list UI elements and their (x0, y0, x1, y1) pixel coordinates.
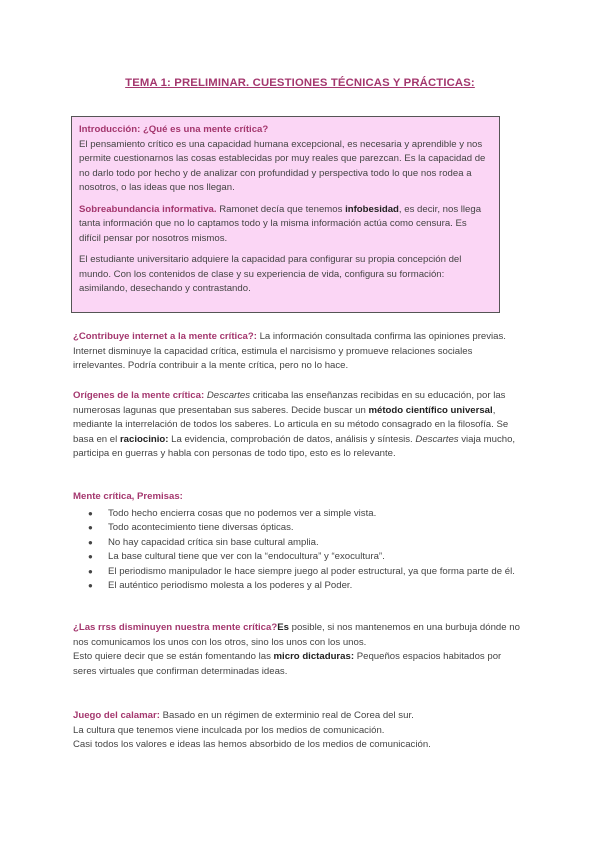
micro-dictaduras-term: micro dictaduras: (273, 651, 355, 662)
descartes-name: Descartes (206, 390, 251, 401)
rrss-section (73, 621, 523, 679)
list-item: ● El periodismo manipulador le hace siempre juego al poder estructural, ya que forma parte de él. (73, 565, 523, 580)
origenes-heading: Orígenes de la mente crítica: (73, 390, 205, 401)
internet-text: La información consultada confirma las opiniones previas. Internet disminuye la capacidad crítica, estimula el narcisismo y promueve relaciones sociales irrelevantes. Podría contribuir a la mente crítica, pero no lo hace. (73, 331, 506, 371)
intro-heading: Introducción: ¿Qué es una mente crítica? (79, 124, 269, 135)
internet-heading: ¿Contribuye internet a la mente crítica?: (73, 331, 257, 342)
list-item: ● La base cultural tiene que ver con la “endocultura” y “exocultura”. (73, 550, 523, 565)
origenes-section (73, 389, 523, 462)
universitario-text: El estudiante universitario adquiere la capacidad para configurar su propia concepción del mundo. Con los contenidos de clase y su experiencia de vida, configura su formación: asimilando, desechando y contrastando. (79, 254, 462, 294)
rrss-paragraph-1 (73, 621, 523, 650)
list-item: ● No hay capacidad crítica sin base cultural amplia. (73, 536, 523, 551)
origenes-text-3: La evidencia, comprobación de datos, análisis y síntesis. (168, 433, 416, 445)
intro-text: El pensamiento crítico es una capacidad humana excepcional, es necesaria y aprendible y nos permite cuestionarnos las cosas establecidas por muy reales que parezcan. Es la capacidad de no darlo todo por hecho y de analizar con profundidad y perspectiva todo lo que nos rodea a nosotros, o las ideas que nos llegan. (79, 138, 486, 193)
rrss-text-3: Pequeños espacios habitados por seres virtuales que confirman determinadas ideas. (73, 651, 502, 677)
intro-paragraph (79, 123, 491, 196)
rrss-heading: ¿Las rrss disminuyen nuestra mente crítica? (73, 622, 278, 633)
page-title: TEMA 1: PRELIMINAR. CUESTIONES TÉCNICAS Y PRÁCTICAS: (125, 77, 475, 89)
calamar-text-3: Casi todos los valores e ideas las hemos absorbido de los medios de comunicación. (73, 739, 431, 750)
calamar-paragraph-1 (73, 709, 523, 724)
premisas-list (73, 507, 523, 594)
origenes-text-1: criticaba las enseñanzas recibidas en su educación, por las numerosas lagunas que presentaban sus saberes. Decide buscar un (73, 390, 506, 416)
sobreabundancia-text-1: Ramonet decía que tenemos (216, 203, 346, 215)
rrss-es: Es (277, 622, 289, 633)
origenes-paragraph (73, 389, 523, 462)
calamar-text-2: La cultura que tenemos viene inculcada por los medios de comunicación. (73, 724, 385, 736)
list-item: ● El auténtico periodismo molesta a los poderes y al Poder. (73, 579, 523, 594)
rrss-text-1: posible, si nos mantenemos en una burbuja dónde no nos comunicamos los unos con los otros, sino los unos con los unos. (73, 622, 520, 648)
rrss-text-2: Esto quiere decir que se están fomentando las (73, 651, 274, 662)
sobreabundancia-text-2: , es decir, nos llega tanta información que no lo captamos todo y la misma información actúa como censura. Es difícil pensar por nosotros mismos. (79, 203, 482, 244)
intro-box (71, 116, 500, 313)
calamar-section (73, 709, 523, 753)
universitario-paragraph (79, 253, 491, 297)
internet-paragraph (73, 330, 523, 374)
internet-section (73, 330, 523, 374)
origenes-text-2: , mediante la interrelación de todos los saberes. Lo articula en su método consagrado en la filosofía. Se basa en el (73, 404, 509, 445)
infobesidad-term: infobesidad (345, 203, 399, 215)
rrss-paragraph-2 (73, 650, 523, 679)
list-item: ● Todo acontecimiento tiene diversas ópticas. (73, 521, 523, 536)
sobreabundancia-heading: Sobreabundancia informativa. (79, 203, 217, 215)
metodo-term: método científico universal (368, 404, 493, 416)
calamar-text-1: Basado en un régimen de exterminio real de Corea del sur. (159, 710, 414, 721)
origenes-text-4: viaja mucho, participa en guerras y habla con personas de todo tipo, esto es lo relevante. (73, 433, 516, 459)
calamar-heading: Juego del calamar: (73, 710, 160, 721)
premisas-heading: Mente crítica, Premisas: (73, 491, 183, 502)
raciocinio-term: raciocinio: (119, 433, 169, 445)
list-item: ● Todo hecho encierra cosas que no podemos ver a simple vista. (73, 507, 523, 522)
sobreabundancia-paragraph (79, 203, 491, 247)
premisas-section (73, 490, 523, 594)
descartes-name-2: Descartes (415, 433, 459, 445)
